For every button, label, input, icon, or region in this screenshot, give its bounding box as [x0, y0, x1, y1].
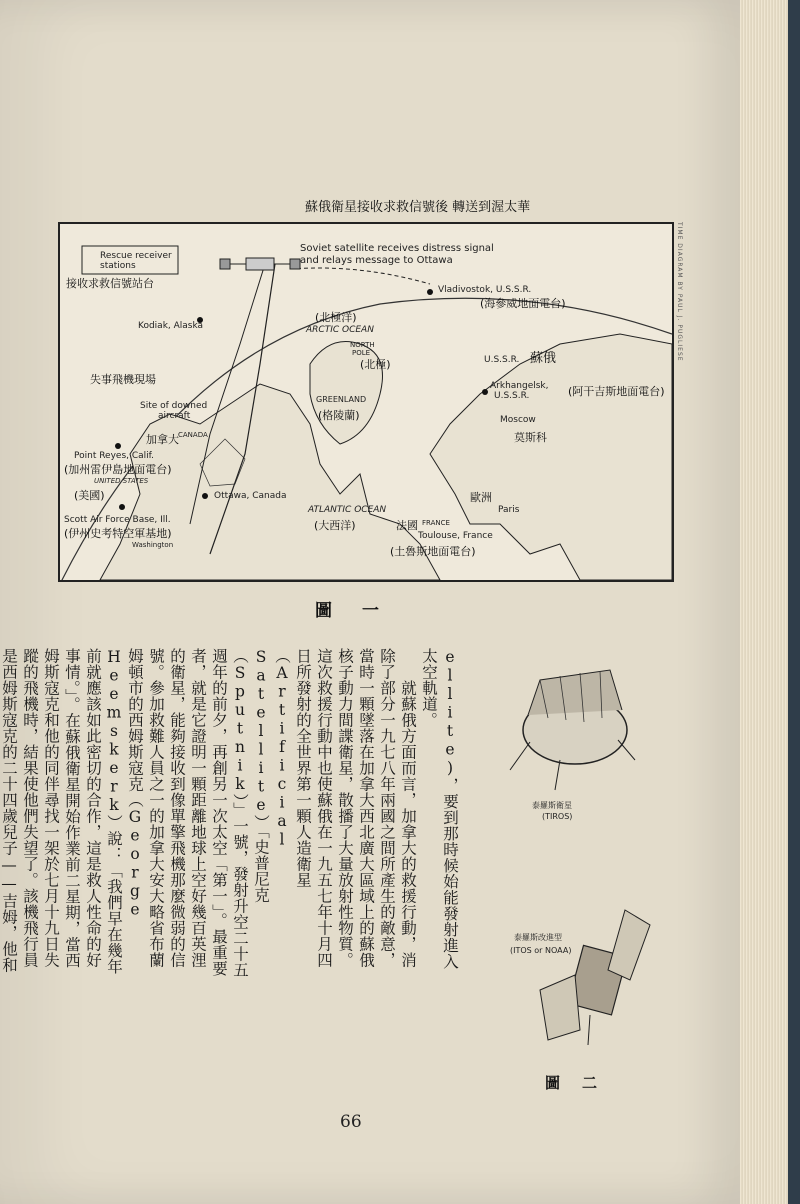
- map-credit: TIME DIAGRAM BY PAUL J. PUGLIESE: [676, 222, 683, 362]
- book-spine: [788, 0, 800, 1204]
- sat-msg-1: Soviet satellite receives distress signal: [300, 243, 494, 254]
- tiros-label: (TIROS): [542, 812, 573, 821]
- figure2-caption: 圖二: [545, 1074, 620, 1092]
- label-washington: Washington: [132, 541, 174, 549]
- label-point-reyes-cn: (加州雷伊島地面電台): [64, 463, 172, 476]
- label-canada-cn: 加拿大: [146, 433, 179, 446]
- label-atlantic-cn: (大西洋): [314, 519, 356, 532]
- label-toulouse-cn: (土魯斯地面電台): [390, 545, 476, 558]
- itos-satellite-drawing: [520, 900, 670, 1050]
- sat-msg-2: and relays message to Ottawa: [300, 255, 453, 266]
- label-moscow: Moscow: [500, 415, 536, 425]
- label-point-reyes: Point Reyes, Calif.: [74, 451, 155, 461]
- label-arctic: ARCTIC OCEAN: [306, 325, 374, 335]
- body-text: [0, 648, 460, 978]
- label-arctic-cn: (北極洋): [315, 311, 357, 324]
- figure1-caption: 圖一: [315, 601, 409, 621]
- label-arkhangelsk1: Arkhangelsk,: [490, 381, 549, 391]
- label-north-pole2: POLE: [352, 349, 371, 357]
- eurasia-shape: [430, 334, 672, 580]
- label-crash-cn: 失事飛機現場: [90, 373, 156, 386]
- label-us-cn: (美國): [74, 489, 105, 502]
- label-arkhangelsk2: U.S.S.R.: [494, 391, 530, 401]
- label-united-states: UNITED STATES: [94, 477, 149, 485]
- satellite-drawing: [220, 258, 300, 270]
- legend-cn: 接收求救信號站台: [66, 277, 154, 290]
- label-arkhangelsk-cn: (阿干吉斯地面電台): [568, 385, 665, 398]
- tiros-satellite-drawing: [500, 660, 650, 800]
- page-number: 66: [340, 1112, 362, 1132]
- label-vladivostok: Vladivostok, U.S.S.R.: [438, 285, 532, 295]
- figure1-map: [58, 222, 674, 582]
- label-ussr-cn: 蘇俄: [530, 351, 557, 366]
- label-kodiak: Kodiak, Alaska: [138, 321, 204, 331]
- label-ussr: U.S.S.R.: [484, 355, 520, 365]
- label-vladivostok-cn: (海參威地面電台): [480, 297, 566, 310]
- label-europe-cn: 歐洲: [470, 491, 492, 504]
- label-scott1: Scott Air Force Base, Ill.: [64, 515, 171, 525]
- label-north-pole: NORTH: [350, 341, 375, 349]
- label-canada: CANADA: [178, 431, 208, 439]
- legend-line2: stations: [100, 261, 136, 271]
- legend-line1: Rescue receiver: [100, 251, 172, 261]
- map-top-caption: 蘇俄衛星接收求救信號後 轉送到渥太華: [305, 200, 531, 215]
- label-atlantic: ATLANTIC OCEAN: [308, 505, 387, 515]
- page-edges: [740, 0, 788, 1204]
- itos-cn: 泰羅斯改進型: [514, 933, 562, 942]
- label-ottawa: Ottawa, Canada: [214, 491, 287, 501]
- label-toulouse: Toulouse, France: [418, 531, 493, 541]
- label-greenland: GREENLAND: [316, 395, 367, 404]
- greenland-shape: [310, 342, 383, 445]
- tiros-cn: 泰羅斯衛星: [532, 801, 572, 810]
- paragraph-1: ellite)，要到那時候始能發射進入太空軌道。: [420, 648, 459, 970]
- label-scott-cn: (伊州史考特空軍基地): [64, 527, 172, 540]
- label-paris: Paris: [498, 505, 520, 515]
- label-france-cn: 法國: [396, 519, 418, 532]
- label-crash-site2: aircraft: [158, 411, 191, 421]
- label-france: FRANCE: [422, 519, 450, 527]
- label-crash-site1: Site of downed: [140, 401, 208, 411]
- north-america-shape: [100, 384, 440, 580]
- paragraph-2: 就蘇俄方面而言，加拿大的救援行動，消除了部分一九七八年兩國之間所產生的敵意，當時一顆墜落在加拿大西北廣大區域上的蘇俄核子動力間諜衛星，散播了大量放射性物質。這次救援行動中也使蘇俄在一九五七年十月四日所發射的全世界第一顆人造衛星（Artificial Satellite）「史普尼克（Sputnik）」一號，發射升空二十五週年的前夕，再創另一次太空「第一」。最重要者，就是它證明一顆距離地球上空好幾百英浬的衛星，能夠接收到像單擎飛機那麼微弱的信號。參加救難人員之一的加拿大安大略省布蘭姆頓市的西姆斯寇克（George Heemskerk）說：「我們早在幾年前就應該如此密切的合作，這是救人性命的好事情。」。在蘇俄衛星開始作業前二星期，當西姆斯寇克和他的同伴尋找一架於七月十九日失蹤的飛機時，結果使他們失望了。該機飛行員是西姆斯寇克的二十四歲兒子——吉姆，他和: [0, 648, 417, 978]
- label-north-pole-cn: (北極): [360, 358, 391, 371]
- label-greenland-cn: (格陵蘭): [318, 409, 360, 422]
- label-moscow-cn: 莫斯科: [514, 431, 547, 444]
- relay-line: [290, 268, 430, 284]
- itos-label: (ITOS or NOAA): [510, 946, 572, 955]
